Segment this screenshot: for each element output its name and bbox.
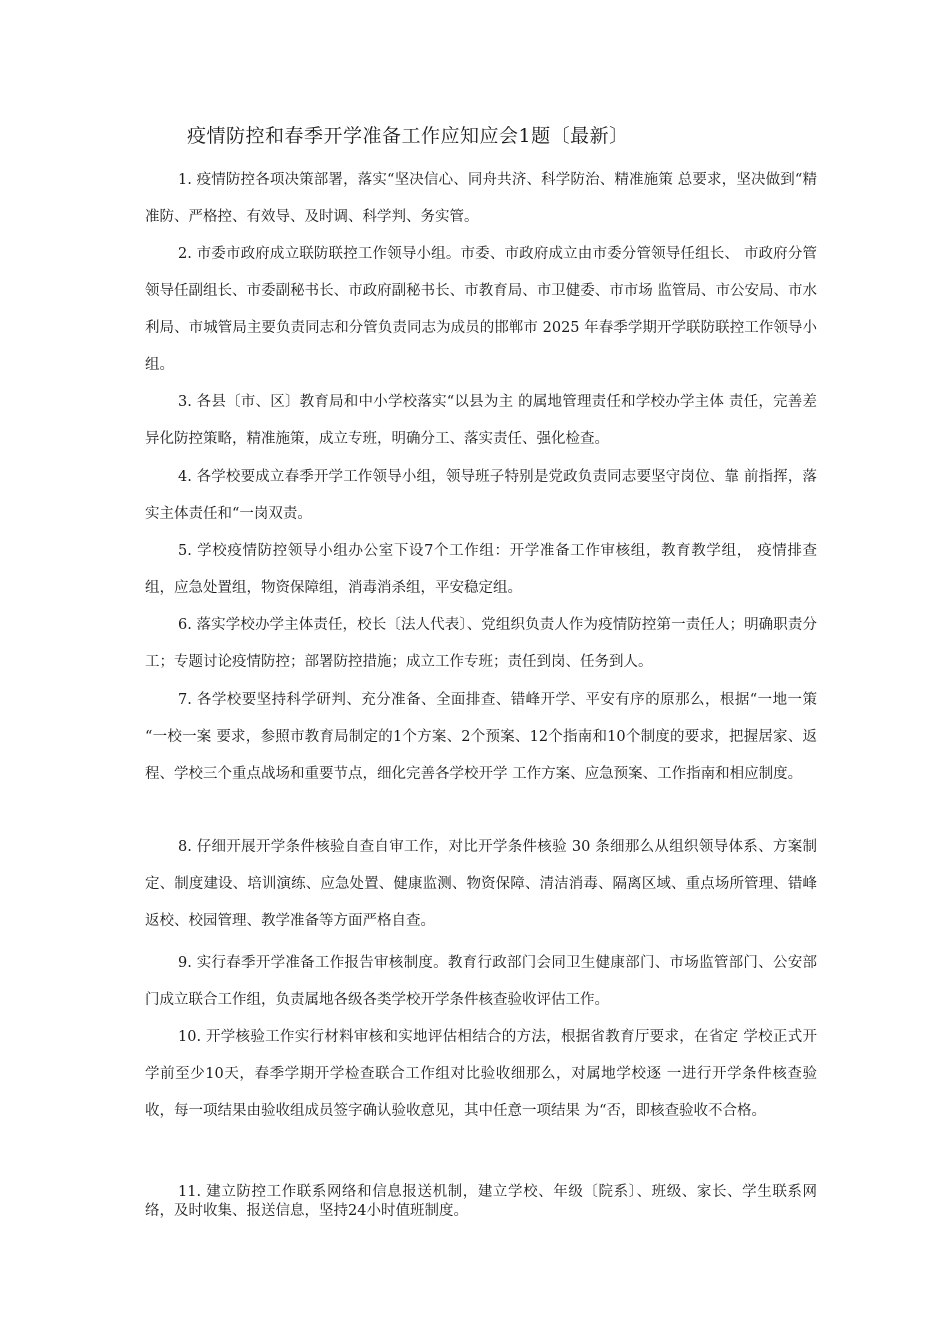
paragraph-6: 6. 落实学校办学主体责任，校长〔法人代表〕、党组织负责人作为疫情防控第一责任人；明确职责分工；专题讨论疫情防控；部署防控措施；成立工作专班；责任到岗、任务到人。 (145, 617, 817, 670)
document-title: 疫情防控和春季开学准备工作应知应会1题〔最新〕 (187, 125, 629, 147)
paragraph-4: 4. 各学校要成立春季开学工作领导小组，领导班子特别是党政负责同志要坚守岗位、靠 前指挥，落实主体责任和“一岗双责。 (145, 469, 817, 522)
paragraph-5: 5. 学校疫情防控领导小组办公室下设7个工作组：开学准备工作审核组，教育教学组， 疫情排查组，应急处置组，物资保障组，消毒消杀组，平安稳定组。 (145, 543, 817, 596)
paragraph-9: 9. 实行春季开学准备工作报告审核制度。教育行政部门会同卫生健康部门、市场监管部门、公安部门成立联合工作组，负责属地各级各类学校开学条件核查验收评估工作。 (145, 955, 817, 1008)
paragraph-8: 8. 仔细开展开学条件核验自查自审工作，对比开学条件核验 30 条细那么从组织领导体系、方案制定、制度建设、培训演练、应急处置、健康监测、物资保障、清洁消毒、隔离区域、重点场所管理、错峰返校、校园管理、教学准备等方面严格自查。 (145, 839, 817, 929)
paragraph-2: 2. 市委市政府成立联防联控工作领导小组。市委、市政府成立由市委分管领导任组长、 市政府分管领导任副组长、市委副秘书长、市政府副秘书长、市教育局、市卫健委、市市场 监管局、市公安局、市水利局、市城管局主要负责同志和分管负责同志为成员的邯郸市 2025 年春季学期开学联防联控工作领导小组。 (145, 246, 817, 373)
paragraph-7: 7. 各学校要坚持科学研判、充分准备、全面排查、错峰开学、平安有序的原那么，根据“一地一策 “一校一案 要求，参照市教育局制定的1个方案、2个预案、12个指南和10个制度的要求，把握居家、返程、学校三个重点战场和重要节点，细化完善各学校开学 工作方案、应急预案、工作指南和相应制度。 (145, 692, 817, 782)
paragraph-11: 11. 建立防控工作联系网络和信息报送机制，建立学校、年级〔院系〕、班级、家长、学生联系网络，及时收集、报送信息，坚持24小时值班制度。 (145, 1184, 817, 1219)
paragraph-3: 3. 各县〔市、区〕教育局和中小学校落实“以县为主 的属地管理责任和学校办学主体 责任，完善差异化防控策略，精准施策，成立专班，明确分工、落实责任、强化检查。 (145, 394, 817, 447)
paragraph-1: 1. 疫情防控各项决策部署，落实“坚决信心、同舟共济、科学防治、精准施策 总要求，坚决做到“精准防、严格控、有效导、及时调、科学判、务实管。 (145, 172, 817, 225)
paragraph-10: 10. 开学核验工作实行材料审核和实地评估相结合的方法，根据省教育厅要求，在省定 学校正式开学前至少10天，春季学期开学检查联合工作组对比验收细那么，对属地学校逐 一进行开学条件核查验收，每一项结果由验收组成员签字确认验收意见，其中任意一项结果 为“否，即核查验收不合格。 (145, 1029, 817, 1119)
